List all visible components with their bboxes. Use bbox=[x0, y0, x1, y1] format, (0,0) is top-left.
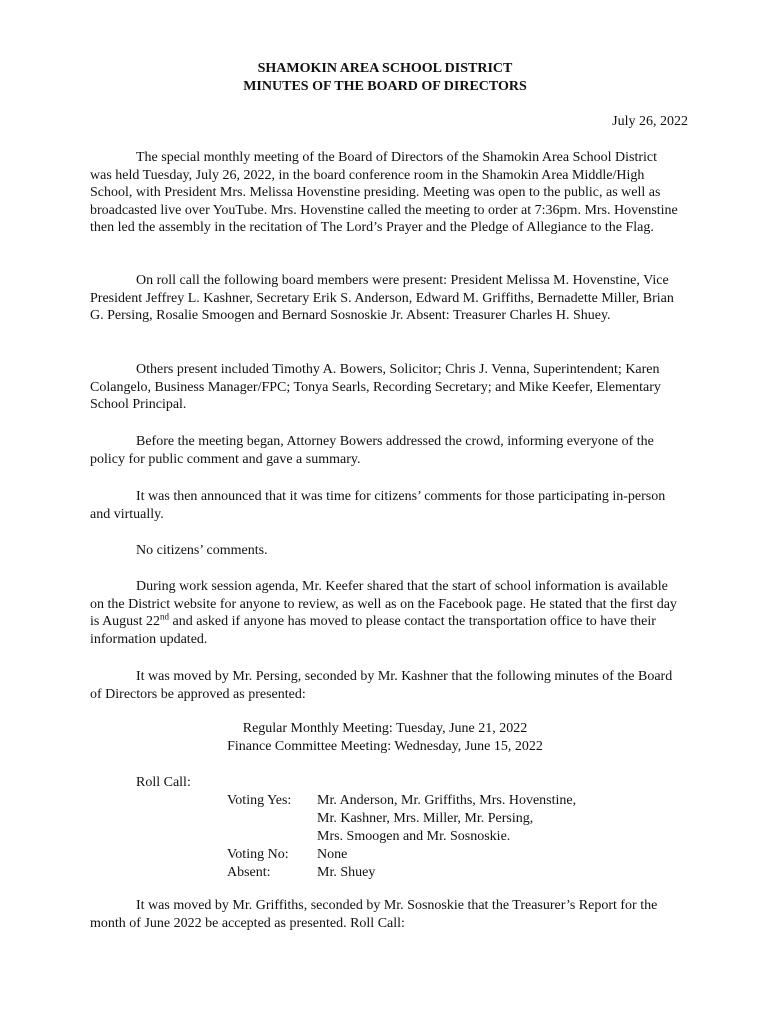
paragraph-attorney-summary: Before the meeting began, Attorney Bowers addressed the crowd, informing everyone of the policy for public comment and gave a summary. bbox=[90, 434, 654, 467]
paragraph-minutes-motion: It was moved by Mr. Persing, seconded by Mr. Kashner that the following minutes of the Board of Directors be approved as presented: bbox=[90, 669, 673, 702]
ordinal-suffix: nd bbox=[160, 611, 170, 622]
absent-value: Mr. Shuey bbox=[317, 865, 376, 880]
voting-no-label: Voting No: bbox=[227, 847, 289, 862]
roll-call-label: Roll Call: bbox=[136, 775, 191, 790]
work-session-text-end: and asked if anyone has moved to please contact the transportation office to have their information updated. bbox=[90, 614, 656, 647]
district-title: SHAMOKIN AREA SCHOOL DISTRICT bbox=[257, 61, 513, 76]
paragraph-citizens-comments-announcement: It was then announced that it was time for citizens’ comments for those participating in-person and virtually. bbox=[90, 489, 666, 522]
minutes-item-regular-meeting: Regular Monthly Meeting: Tuesday, June 21, 2022 bbox=[242, 721, 528, 736]
absent-label: Absent: bbox=[227, 865, 271, 880]
voting-yes-line-3: Mrs. Smoogen and Mr. Sosnoskie. bbox=[317, 829, 511, 844]
paragraph-meeting-opening: The special monthly meeting of the Board of Directors of the Shamokin Area School District was held Tuesday, July 26, 2022, in the board conference room in the Shamokin Area Middle/High School, with President Mrs. Melissa Hovenstine presiding. Meeting was open to the public, as well as broadcasted live over YouTube. Mrs. Hovenstine called the meeting to order at 7:36pm. Mrs. Hovenstine then led the assembly in the recitation of The Lord’s Prayer and the Pledge of Allegiance to the Flag. bbox=[90, 150, 678, 235]
voting-yes-line-2: Mr. Kashner, Mrs. Miller, Mr. Persing, bbox=[317, 811, 534, 826]
meeting-date: July 26, 2022 bbox=[612, 114, 688, 129]
paragraph-roll-call-present: On roll call the following board members were present: President Melissa M. Hovenstine, Vice President Jeffrey L. Kashner, Secretary Erik S. Anderson, Edward M. Griffiths, Bernadette Miller, Brian G. Persing, Rosalie Smoogen and Bernard Sosnoskie Jr. Absent: Treasurer Charles H. Shuey. bbox=[90, 273, 674, 323]
voting-yes-label: Voting Yes: bbox=[227, 793, 292, 808]
paragraph-work-session bbox=[90, 578, 682, 648]
minutes-title: MINUTES OF THE BOARD OF DIRECTORS bbox=[243, 79, 527, 94]
work-session-text-start: During work session agenda, Mr. Keefer shared that the start of school information is available on the District website for anyone to review, as well as on the Facebook page. He stated that the first day is August 22 bbox=[90, 579, 677, 629]
minutes-item-finance-meeting: Finance Committee Meeting: Wednesday, June 15, 2022 bbox=[227, 739, 543, 754]
voting-yes-line-1: Mr. Anderson, Mr. Griffiths, Mrs. Hovenstine, bbox=[317, 793, 577, 808]
paragraph-treasurer-report-motion: It was moved by Mr. Griffiths, seconded by Mr. Sosnoskie that the Treasurer’s Report for the month of June 2022 be accepted as presented. Roll Call: bbox=[90, 898, 658, 931]
paragraph-no-citizens-comments: No citizens’ comments. bbox=[136, 543, 268, 558]
paragraph-others-present: Others present included Timothy A. Bowers, Solicitor; Chris J. Venna, Superintendent; Karen Colangelo, Business Manager/FPC; Tonya Searls, Recording Secretary; and Mike Keefer, Elementary School Principal. bbox=[90, 362, 661, 412]
voting-no-value: None bbox=[317, 847, 348, 862]
